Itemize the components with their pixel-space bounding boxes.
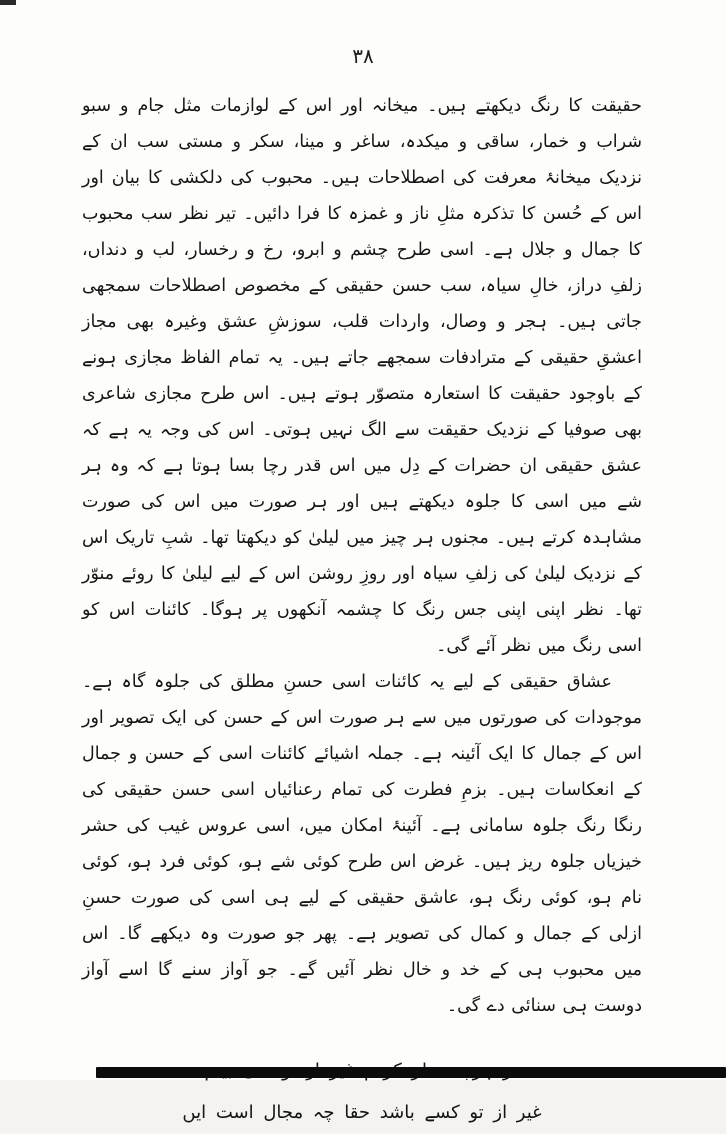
paragraph-2: عشاق حقیقی کے لیے یہ کائنات اسی حسنِ مطلق کی جلوہ گاہ ہے۔ موجودات کی صورتوں میں سے ہر صورت اس کے حسن کی ایک تصویر اور اس کے جمال کا ایک آئینہ ہے۔ جملہ اشیائے کائنات اسی کے حسن و جمال کے انعکاسات ہیں۔ بزمِ فطرت کی تمام رعنائیاں اسی حسن حقیقی کی رنگا رنگ جلوہ سامانی ہے۔ آئینۂ امکان میں، اسی عروس غیب کی حشر خیزیاں جلوہ ریز ہیں۔ غرض اس طرح کوئی شے ہو، کوئی فرد ہو، کوئی نام ہو، کوئی رنگ ہو، عاشق حقیقی کے لیے ہی اسی کی صورت حسنِ ازلی کے جمال و کمال کی تصویر ہے۔ پھر جو صورت وہ دیکھے گا۔ اس میں محبوب ہی کے خد و خال نظر آئیں گے۔ جو آواز سنے گا اسے آواز دوست ہی سنائی دے گی۔ — [82, 672, 642, 1016]
poetry-couplet — [82, 1050, 642, 1134]
scan-artifact-bottom-bar — [96, 1067, 726, 1078]
page-number: ۳۸ — [352, 44, 374, 68]
paragraph-1: حقیقت کا رنگ دیکھتے ہیں۔ میخانہ اور اس کے لوازمات مثل جام و سبو شراب و خمار، ساقی و میکدہ، ساغر و مینا، سکر و مستی سب ان کے نزدیک میخانۂ معرفت کی اصطلاحات ہیں۔ محبوب کی دلکشی کا بیان اور اس کے حُسن کا تذکرہ مثلِ ناز و غمزہ کا فرا دائیں۔ تیر نظر سب محبوب کا جمال و جلال ہے۔ اسی طرح چشم و ابرو، رخ و رخسار، لب و دنداں، زلفِ دراز، خالِ سیاہ، سب حسن حقیقی کے مخصوص اصطلاحات سمجھی جاتی ہیں۔ ہجر و وصال، واردات قلب، سوزشِ عشق وغیرہ بھی مجاز اعشقِ حقیقی کے مترادفات سمجھے جاتے ہیں۔ یہ تمام الفاظ مجازی ہونے کے باوجود حقیقت کا استعارہ متصوّر ہوتے ہیں۔ اس طرح مجازی شاعری بھی صوفیا کے نزدیک حقیقت سے الگ نہیں ہوتی۔ اس کی وجہ یہ ہے کہ عشق حقیقی ان حضرات کے دِل میں اس قدر رچا بسا ہوتا ہے کہ وہ ہر شے میں اسی کا جلوہ دیکھتے ہیں اور ہر صورت میں اس کی صورت مشاہدہ کرتے ہیں۔ مجنوں ہر چیز میں لیلیٰ کو دیکھتا تھا۔ شبِ تاریک اس کے نزدیک لیلیٰ کی زلفِ سیاہ اور روزِ روشن اس کے لیے لیلیٰ کا روئے منوّر تھا۔ نظر اپنی اپنی جس رنگ کا چشمہ آنکھوں پر ہوگا۔ کائنات اس کو اسی رنگ میں نظر آئے گی۔ — [82, 96, 642, 656]
scan-artifact-top-left — [0, 0, 16, 5]
body-text-block — [82, 88, 642, 1134]
poetry-line-2: غیر از تو کسے باشد حقا چہ مجال است ایں — [182, 1102, 542, 1123]
